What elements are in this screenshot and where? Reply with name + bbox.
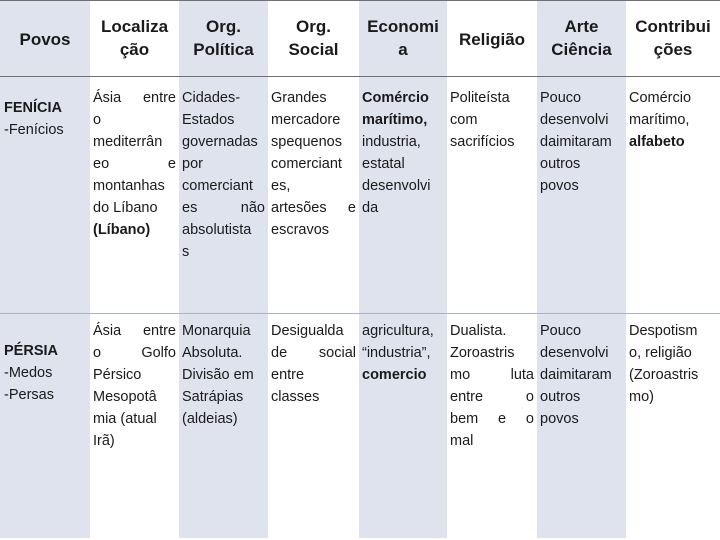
text-line: Divisão em: [182, 367, 254, 383]
row-persia-arte-ciencia: [537, 314, 626, 538]
text-line: Pouco: [540, 90, 582, 106]
text-line: mo luta: [450, 367, 534, 383]
text-line: Dualista.: [450, 323, 507, 339]
header-org-social-line: Org.: [296, 17, 331, 36]
text-line: do Líbano: [93, 200, 158, 216]
row-persia-localizacao: [90, 314, 179, 538]
text-line: Ásia entre: [93, 323, 176, 339]
text-line: Estados: [182, 112, 235, 128]
text-line: Comércio: [629, 90, 692, 106]
header-arte-ciencia: [537, 1, 626, 77]
text-line: bem e o: [450, 411, 534, 427]
row-persia-org-politica: [179, 314, 268, 538]
row-fenicia-povo: [0, 77, 90, 314]
text-line: [362, 109, 444, 131]
text-line: daimitaram: [540, 134, 612, 150]
row-fenicia-org-politica: [179, 77, 268, 314]
text-line: absolutista: [182, 222, 252, 238]
header-economia-line: a: [398, 40, 408, 59]
header-povos-label: Povos: [19, 30, 71, 49]
text-line: alfabeto: [629, 134, 685, 150]
text-line: (Líbano): [93, 222, 151, 238]
header-contribuicoes: [626, 1, 720, 77]
text-line: Pouco: [540, 323, 582, 339]
row-persia-contribuicoes: [626, 314, 720, 538]
text-line: s: [182, 244, 190, 260]
text-line: comerciant: [182, 178, 253, 194]
text-line: comerciant: [271, 156, 342, 172]
text-line: comercio: [362, 367, 427, 383]
text-line: eo e: [93, 156, 176, 172]
text-line: Satrápias: [182, 389, 244, 405]
text-line: spequenos: [271, 134, 342, 150]
text-line: marítimo,: [629, 112, 690, 128]
text-line: o: [93, 112, 102, 128]
povo-name: FENÍCIA: [4, 100, 62, 116]
text-line: Pérsico: [93, 367, 142, 383]
row-fenicia-contribuicoes: [626, 77, 720, 314]
text-line: outros: [540, 156, 581, 172]
text-line: es,: [271, 178, 291, 194]
row-fenicia-localizacao: [90, 77, 179, 314]
text-line: Desigualda: [271, 323, 344, 339]
header-religiao-label: Religião: [458, 30, 526, 49]
text-line: entre o: [450, 389, 534, 405]
row-fenicia-economia: [359, 77, 447, 314]
row-fenicia-org-social: [268, 77, 359, 314]
header-povos: [0, 1, 90, 77]
row-fenicia-arte-ciencia: [537, 77, 626, 314]
text-line: entre: [271, 367, 305, 383]
text-line: Ásia entre: [93, 90, 176, 106]
header-religiao: [447, 1, 537, 77]
text-line: o, religião: [629, 345, 692, 361]
text-line: mo): [629, 389, 654, 405]
header-localizacao: [90, 1, 179, 77]
row-persia-religiao: [447, 314, 537, 538]
text-line: es não: [182, 200, 265, 216]
text-line: Comércio: [362, 90, 429, 106]
text-line: artesões e: [271, 200, 356, 216]
row-fenicia-religiao: [447, 77, 537, 314]
text-line: da: [362, 200, 379, 216]
text-line: daimitaram: [540, 367, 612, 383]
text-line: mia (atual: [93, 411, 157, 427]
header-contribuicoes-line: ções: [653, 40, 693, 59]
text-line: Politeísta: [450, 90, 510, 106]
text-line: desenvolvi: [362, 178, 431, 194]
text-line: com: [450, 112, 478, 128]
text-line: “industria”,: [362, 345, 431, 361]
text-line: desenvolvi: [540, 112, 609, 128]
text-line: Zoroastris: [450, 345, 515, 361]
header-localizacao-line: Localiza: [100, 17, 169, 36]
header-org-social-line: Social: [288, 40, 339, 59]
text-line: Irã): [93, 433, 115, 449]
text-line: povos: [540, 411, 579, 427]
text-line: mal: [450, 433, 474, 449]
text-line: de social: [271, 345, 356, 361]
row-persia-economia: [359, 314, 447, 538]
text-line: governadas: [182, 134, 258, 150]
text-bold: marítimo,: [362, 112, 428, 128]
header-org-politica-line: Política: [193, 40, 254, 59]
text-line: mediterrân: [93, 134, 163, 150]
text-line: (aldeias): [182, 411, 238, 427]
text-line: Absoluta.: [182, 345, 243, 361]
text-line: Grandes: [271, 90, 327, 106]
povo-sub: -Medos: [4, 365, 53, 381]
text-line: estatal: [362, 156, 405, 172]
text-line: Mesopotâ: [93, 389, 157, 405]
text-line: por: [182, 156, 203, 172]
povo-sub: -Fenícios: [4, 122, 64, 138]
header-org-politica: [179, 1, 268, 77]
header-arte-ciencia-line: Arte: [564, 17, 599, 36]
povo-name: PÉRSIA: [4, 343, 58, 359]
header-org-politica-line: Org.: [206, 17, 241, 36]
text-line: (Zoroastris: [629, 367, 699, 383]
row-persia-povo: [0, 314, 90, 538]
text-line: Cidades-: [182, 90, 241, 106]
text-line: Monarquia: [182, 323, 251, 339]
text-line: escravos: [271, 222, 330, 238]
header-contribuicoes-line: Contribui: [635, 17, 711, 36]
text-line: classes: [271, 389, 320, 405]
text-line: desenvolvi: [540, 345, 609, 361]
text-line: Despotism: [629, 323, 698, 339]
header-economia: [359, 1, 447, 77]
text-line: outros: [540, 389, 581, 405]
header-economia-line: Economi: [367, 17, 439, 36]
header-arte-ciencia-line: Ciência: [551, 40, 612, 59]
header-org-social: [268, 1, 359, 77]
povo-sub: -Persas: [4, 387, 54, 403]
row-persia-org-social: [268, 314, 359, 538]
text-line: mercadore: [271, 112, 341, 128]
text-line: agricultura,: [362, 323, 434, 339]
text-line: sacrifícios: [450, 134, 515, 150]
header-localizacao-line: ção: [119, 40, 150, 59]
text-line: o Golfo: [93, 345, 176, 361]
text-line: povos: [540, 178, 579, 194]
text-line: montanhas: [93, 178, 165, 194]
text-line: industria,: [362, 134, 421, 150]
